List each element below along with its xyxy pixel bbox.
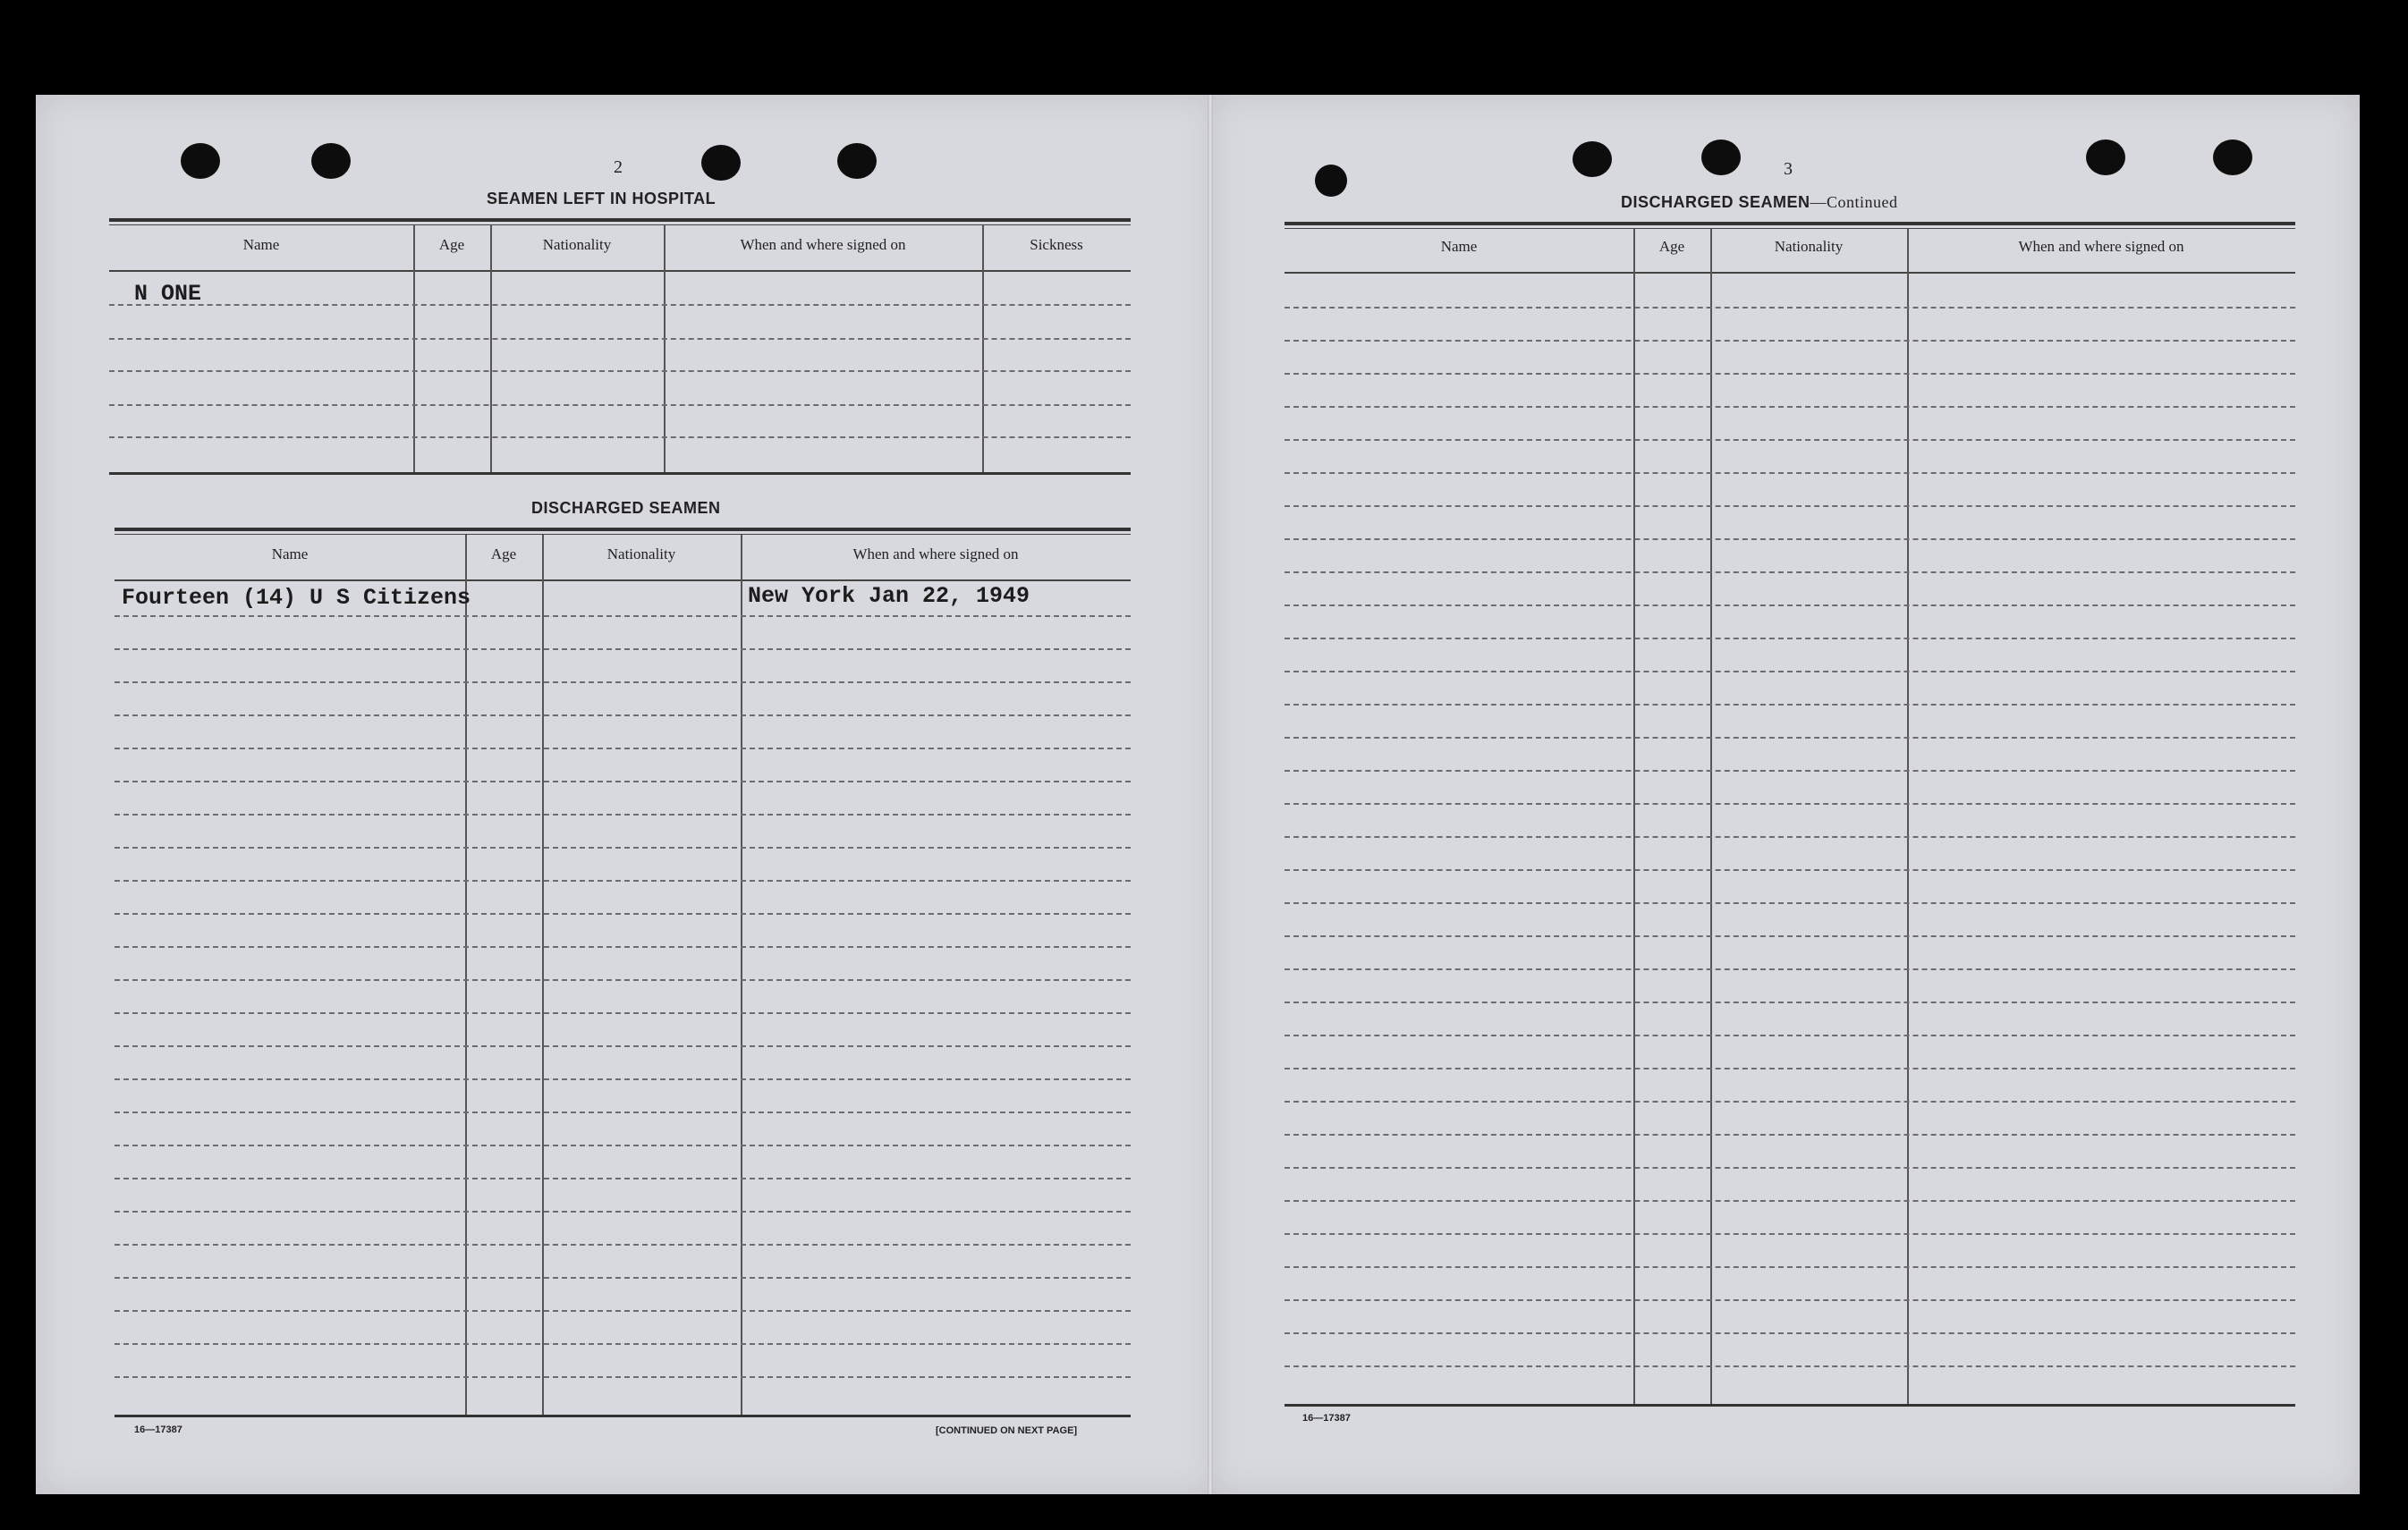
continued-note: [CONTINUED ON NEXT PAGE] xyxy=(936,1425,1078,1436)
table-row xyxy=(114,1145,1131,1146)
punch-hole xyxy=(1573,141,1612,177)
form-number: 16—17387 xyxy=(1302,1413,1351,1424)
table-row xyxy=(1285,406,2295,408)
table-row xyxy=(1285,505,2295,507)
table-row xyxy=(109,304,1131,306)
table-row xyxy=(114,1045,1131,1047)
column-header-nationality: Nationality xyxy=(1774,238,1844,255)
punch-hole xyxy=(181,143,220,179)
table-row xyxy=(1285,1266,2295,1268)
table-row xyxy=(1285,638,2295,639)
table-row xyxy=(1285,1035,2295,1036)
hospital-entry-name: N ONE xyxy=(134,281,202,307)
table-row xyxy=(114,781,1131,782)
table-row xyxy=(1285,571,2295,573)
table-row xyxy=(1285,538,2295,540)
table-row xyxy=(114,748,1131,749)
punch-hole xyxy=(701,145,741,181)
table-row xyxy=(1285,1299,2295,1301)
table-row xyxy=(1285,472,2295,474)
table-row xyxy=(109,370,1131,372)
form-number: 16—17387 xyxy=(134,1424,182,1435)
page-number: 3 xyxy=(1784,159,1793,179)
discharged-section-title: DISCHARGED SEAMEN xyxy=(531,499,721,517)
column-header-age: Age xyxy=(438,236,465,253)
table-row xyxy=(114,1012,1131,1014)
column-header-signed-on: When and where signed on xyxy=(2018,238,2184,255)
page-gutter xyxy=(1208,95,1213,1494)
table-row xyxy=(1285,1134,2295,1136)
punch-hole xyxy=(2086,139,2125,175)
table-row xyxy=(114,615,1131,617)
table-row xyxy=(114,1112,1131,1113)
punch-hole xyxy=(837,143,877,179)
title-suffix: —Continued xyxy=(1810,193,1898,211)
table-row xyxy=(114,847,1131,849)
page-number: 2 xyxy=(614,157,623,177)
table-row xyxy=(114,946,1131,948)
hospital-section-title: SEAMEN LEFT IN HOSPITAL xyxy=(487,190,716,207)
column-header-age: Age xyxy=(490,545,517,562)
column-header-sickness: Sickness xyxy=(1030,236,1083,253)
discharged-table xyxy=(114,528,1131,1418)
column-header-age: Age xyxy=(1658,238,1685,255)
table-row xyxy=(114,880,1131,882)
discharged-continued-table xyxy=(1285,222,2295,1407)
table-row xyxy=(114,1211,1131,1213)
table-row xyxy=(1285,902,2295,904)
table-row xyxy=(114,1343,1131,1345)
table-row xyxy=(114,1244,1131,1246)
discharged-entry-signed-on: New York Jan 22, 1949 xyxy=(748,583,1030,609)
table-row xyxy=(1285,1002,2295,1003)
table-row xyxy=(1285,968,2295,970)
table-row xyxy=(1285,836,2295,838)
hospital-table xyxy=(109,218,1131,478)
table-row xyxy=(114,1277,1131,1279)
table-row xyxy=(109,436,1131,438)
table-row xyxy=(1285,704,2295,706)
column-header-name: Name xyxy=(271,545,309,562)
table-row xyxy=(1285,1233,2295,1235)
table-row xyxy=(1285,770,2295,772)
table-row xyxy=(1285,439,2295,441)
table-row xyxy=(114,681,1131,683)
table-row xyxy=(109,338,1131,340)
table-row xyxy=(1285,869,2295,871)
table-row xyxy=(114,814,1131,816)
punch-hole xyxy=(1701,139,1741,175)
table-row xyxy=(1285,737,2295,739)
table-row xyxy=(114,714,1131,716)
column-header-nationality: Nationality xyxy=(606,545,676,562)
table-row xyxy=(114,913,1131,915)
table-row xyxy=(1285,935,2295,937)
column-header-name: Name xyxy=(1440,238,1478,255)
punch-hole xyxy=(2213,139,2252,175)
table-row xyxy=(109,404,1131,406)
column-header-signed-on: When and where signed on xyxy=(740,236,906,253)
table-row xyxy=(114,648,1131,650)
table-row xyxy=(1285,1365,2295,1367)
punch-hole xyxy=(1315,165,1347,197)
table-row xyxy=(1285,1332,2295,1334)
table-row xyxy=(1285,1101,2295,1103)
column-header-signed-on: When and where signed on xyxy=(852,545,1019,562)
table-row xyxy=(114,1178,1131,1179)
table-row xyxy=(114,1310,1131,1312)
title-main: DISCHARGED SEAMEN xyxy=(1621,193,1810,211)
table-row xyxy=(1285,1167,2295,1169)
discharged-continued-title xyxy=(1621,193,1898,212)
table-row xyxy=(1285,1068,2295,1069)
column-header-nationality: Nationality xyxy=(542,236,612,253)
table-row xyxy=(114,1376,1131,1378)
table-row xyxy=(1285,671,2295,672)
discharged-entry-name: Fourteen (14) U S Citizens xyxy=(122,585,471,611)
table-row xyxy=(1285,1200,2295,1202)
table-row xyxy=(1285,803,2295,805)
table-row xyxy=(1285,373,2295,375)
table-row xyxy=(1285,307,2295,309)
table-row xyxy=(1285,340,2295,342)
table-row xyxy=(114,1078,1131,1080)
punch-hole xyxy=(311,143,351,179)
table-row xyxy=(114,979,1131,981)
table-row xyxy=(1285,604,2295,606)
column-header-name: Name xyxy=(242,236,280,253)
